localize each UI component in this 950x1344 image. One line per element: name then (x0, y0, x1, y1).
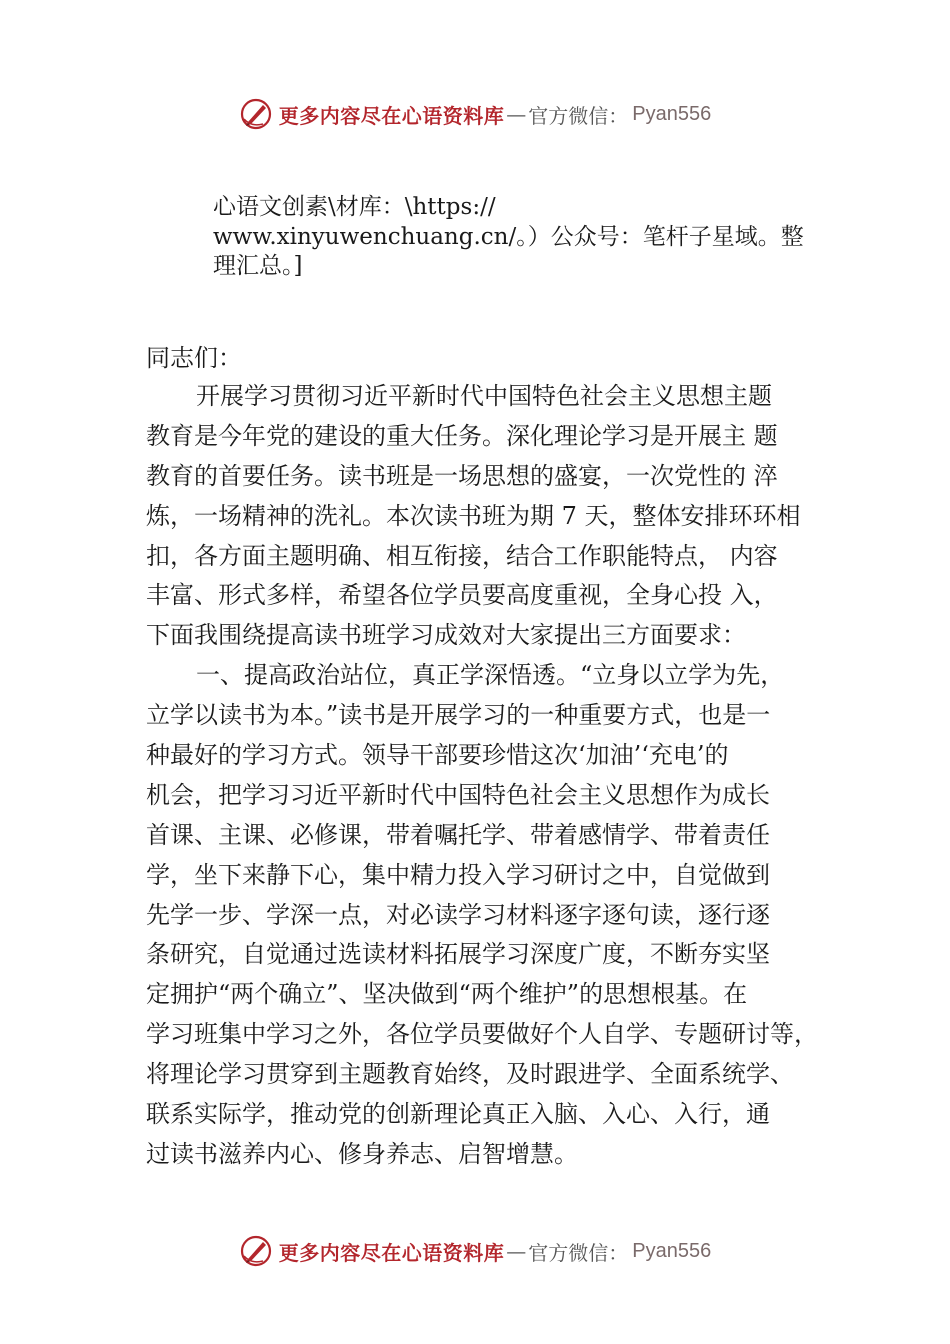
paragraph-line: 开展学习贯彻习近平新时代中国特色社会主义思想主题 (196, 382, 772, 410)
paragraph-line: 丰富、形式多样，希望各位学员要高度重视，全身心投 入， (146, 581, 778, 610)
paragraph-line: 下面我围绕提高读书班学习成效对大家提出三方面要求： (146, 621, 746, 650)
source-note-line: 心语文创素\材库：\https:// (213, 194, 496, 220)
paragraph-line: 联系实际学，推动党的创新理论真正入脑、入心、入行，通 (146, 1100, 770, 1129)
paragraph-line: 教育是今年党的建设的重大任务。深化理论学习是开展主 题 (146, 421, 778, 450)
paragraph-line: 教育的首要任务。读书班是一场思想的盛宴，一次党性的 淬 (146, 461, 778, 490)
paragraph-line: 将理论学习贯穿到主题教育始终，及时跟进学、全面系统学、 (146, 1060, 794, 1089)
banner-wechat-label: 官方微信： (528, 1240, 629, 1265)
paragraph-line: 过读书滋养内心、修身养志、启智增慧。 (146, 1139, 578, 1168)
pen-logo-icon (239, 97, 273, 131)
source-note (213, 193, 833, 282)
source-note-line: 理汇总。] (213, 253, 303, 279)
body-text (146, 377, 836, 1175)
banner-wechat-id: Pyan556 (632, 1239, 712, 1262)
banner-separator: — (506, 102, 527, 126)
banner-separator: — (506, 1239, 527, 1263)
source-note-line: www.xinyuwenchuang.cn/。）公众号：笔杆子星域。整 (213, 223, 804, 250)
paragraph-line: 首课、主课、必修课，带着嘱托学、带着感情学、带着责任 (146, 820, 770, 849)
greeting: 同志们： (146, 344, 242, 372)
paragraph-line: 扣，各方面主题明确、相互衔接，结合工作职能特点， 内容 (146, 541, 778, 570)
paragraph-line: 一、提高政治站位，真正学深悟透。“立身以立学为先， (196, 661, 785, 690)
paragraph-line: 条研究，自觉通过选读材料拓展学习深度广度，不断夯实坚 (146, 940, 770, 969)
banner-wechat-id: Pyan556 (632, 102, 712, 125)
paragraph-line: 机会，把学习习近平新时代中国特色社会主义思想作为成长 (146, 780, 770, 809)
header-banner (0, 94, 950, 134)
pen-logo-icon (239, 1234, 273, 1268)
paragraph-line: 学，坐下来静下心，集中精力投入学习研讨之中，自觉做到 (146, 860, 770, 889)
paragraph-line: 炼，一场精神的洗礼。本次读书班为期 7 天，整体安排环环相 (146, 501, 801, 530)
footer-banner (0, 1231, 950, 1271)
paragraph-line: 种最好的学习方式。领导干部要珍惜这次‘加油’‘充电’的 (146, 741, 729, 770)
paragraph-line: 定拥护“两个确立”、坚决做到“两个维护”的思想根基。在 (146, 980, 748, 1009)
banner-brand-text: 更多内容尽在心语资料库 (278, 1240, 505, 1265)
banner-brand-text: 更多内容尽在心语资料库 (278, 103, 505, 128)
paragraph-line: 学习班集中学习之外，各位学员要做好个人自学、专题研讨等， (146, 1020, 818, 1049)
banner-wechat-label: 官方微信： (528, 103, 629, 128)
paragraph-line: 先学一步、学深一点，对必读学习材料逐字逐句读，逐行逐 (146, 900, 770, 929)
paragraph-line: 立学以读书为本。”读书是开展学习的一种重要方式，也是一 (146, 701, 771, 730)
